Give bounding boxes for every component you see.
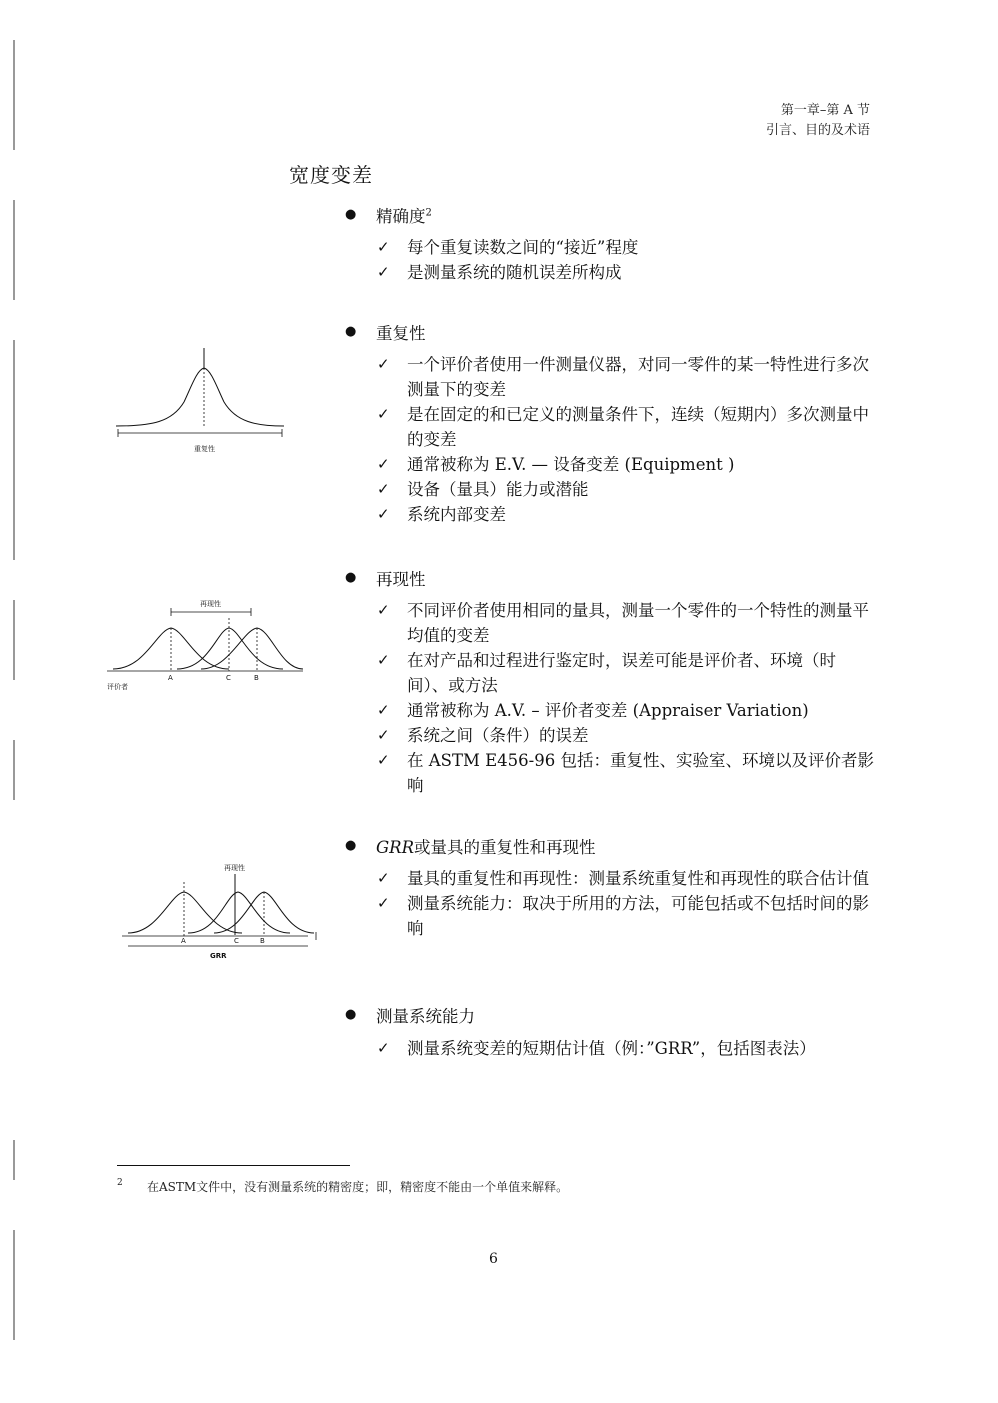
figure-top-label: 再现性 [224,864,245,872]
bullet-label: 精确度 [376,207,426,226]
bullet-label: 测量系统能力 [376,1007,475,1026]
footnote-rule [117,1165,350,1166]
check-icon: ✓ [377,238,390,256]
list-item: ✓ 一个评价者使用一件测量仪器，对同一零件的某一特性进行多次测量下的变差 [377,352,874,402]
check-icon: ✓ [377,751,390,769]
check-icon: ✓ [377,505,390,523]
bullet-repeatability [345,320,426,343]
list-item: ✓ 通常被称为 A.V. – 评价者变差 (Appraiser Variation) [377,698,874,723]
list-item: ✓ 设备（量具）能力或潜能 [377,477,874,502]
check-icon: ✓ [377,263,390,281]
check-icon: ✓ [377,726,390,744]
reproducibility-list [377,598,874,798]
list-item: ✓ 不同评价者使用相同的量具，测量一个零件的一个特性的测量平均值的变差 [377,598,874,648]
check-icon: ✓ [377,651,390,669]
list-item: ✓ 每个重复读数之间的“接近”程度 [377,235,874,260]
point-a-label: A [168,674,173,682]
page-number: 6 [489,1251,498,1267]
figure-left-label: 评价者 [107,683,128,691]
bullet-dot: ● [345,207,357,222]
bullet-dot: ● [345,324,357,339]
list-item: ✓ 系统内部变差 [377,502,874,527]
reproducibility-figure [105,596,305,696]
check-icon: ✓ [377,701,390,719]
header-chapter: 第一章–第 A 节 [780,103,870,118]
bullet-reproducibility [345,566,426,589]
list-item: ✓ 系统之间（条件）的误差 [377,723,874,748]
check-icon: ✓ [377,355,390,373]
bullet-dot: ● [345,838,357,853]
page-header [766,101,870,141]
bullet-measurement-capability [345,1003,475,1026]
check-icon: ✓ [377,601,390,619]
repeatability-list [377,352,874,527]
point-c-label: C [234,937,239,945]
bullet-label: 或量具的重复性和再现性 [414,838,596,857]
list-item: ✓ 测量系统能力：取决于所用的方法，可能包括或不包括时间的影响 [377,891,874,941]
check-icon: ✓ [377,1039,390,1057]
list-item: ✓ 通常被称为 E.V. — 设备变差 (Equipment ) [377,452,874,477]
figure-label: 重复性 [194,445,215,453]
check-icon: ✓ [377,894,390,912]
precision-list [377,235,874,285]
bullet-label-grr: GRR [376,838,415,857]
bullet-label: 再现性 [376,570,426,589]
check-icon: ✓ [377,869,390,887]
footnote [117,1178,568,1195]
bullet-grr [345,834,596,857]
figure-bottom-label: GRR [210,952,227,960]
point-a-label: A [181,937,186,945]
margin-marks [10,0,24,1403]
grr-list [377,866,874,941]
check-icon: ✓ [377,455,390,473]
point-b-label: B [260,937,265,945]
figure-top-label: 再现性 [200,600,221,608]
list-item: ✓ 在对产品和过程进行鉴定时，误差可能是评价者、环境（时间）、或方法 [377,648,874,698]
point-b-label: B [254,674,259,682]
list-item: ✓ 是在固定的和已定义的测量条件下，连续（短期内）多次测量中的变差 [377,402,874,452]
bullet-dot: ● [345,570,357,585]
section-title: 宽度变差 [289,163,373,187]
bullet-label: 重复性 [376,324,426,343]
header-subtitle: 引言、目的及术语 [765,123,870,138]
check-icon: ✓ [377,405,390,423]
footnote-ref: 2 [425,207,432,219]
list-item: ✓ 量具的重复性和再现性：测量系统重复性和再现性的联合估计值 [377,866,874,891]
repeatability-figure [112,340,292,460]
list-item: ✓ 测量系统变差的短期估计值（例：”GRR”，包括图表法） [377,1036,874,1061]
list-item: ✓ 在 ASTM E456-96 包括：重复性、实验室、环境以及评价者影响 [377,748,874,798]
footnote-number: 2 [117,1178,123,1188]
list-item: ✓ 是测量系统的随机误差所构成 [377,260,874,285]
check-icon: ✓ [377,480,390,498]
bullet-dot: ● [345,1007,357,1022]
footnote-text: 在ASTM文件中，没有测量系统的精密度；即，精密度不能由一个单值来解释。 [147,1180,569,1194]
point-c-label: C [226,674,231,682]
capability-list [377,1036,874,1061]
bullet-precision [345,203,432,226]
grr-figure [118,860,323,962]
